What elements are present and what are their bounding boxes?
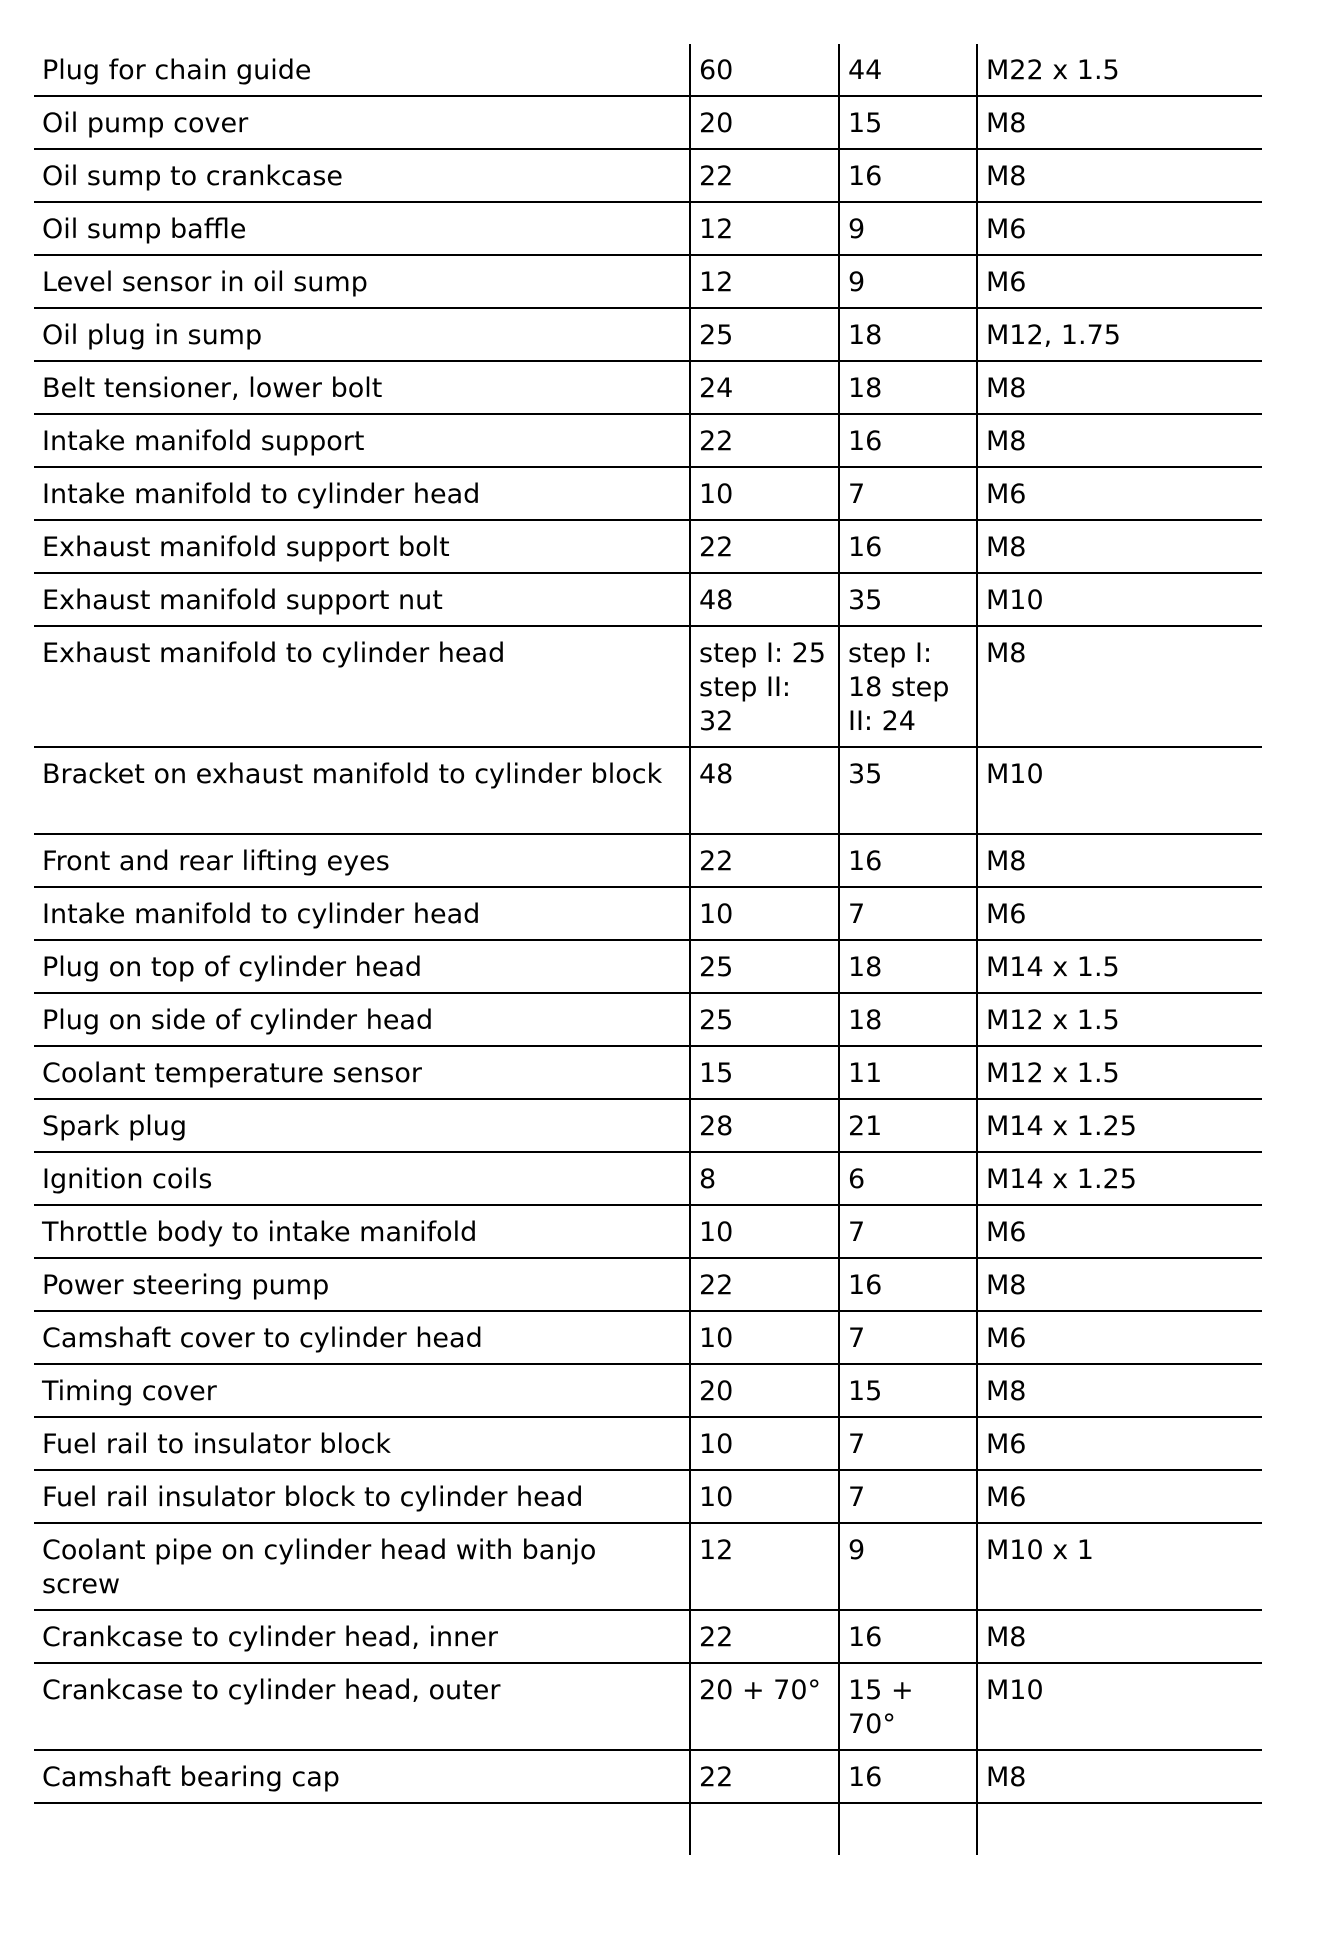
ftlb-value-cell: 16 xyxy=(839,834,977,887)
component-cell: Front and rear lifting eyes xyxy=(34,834,690,887)
component-cell: Power steering pump xyxy=(34,1258,690,1311)
ftlb-value-cell: 18 xyxy=(839,361,977,414)
thread-size-cell: M6 xyxy=(977,255,1262,308)
nm-value-cell: 10 xyxy=(690,1311,839,1364)
thread-size-cell: M10 x 1 xyxy=(977,1523,1262,1610)
thread-size-cell: M6 xyxy=(977,887,1262,940)
table-row xyxy=(34,361,1262,414)
table-row xyxy=(34,747,1262,834)
nm-value-cell: 10 xyxy=(690,1470,839,1523)
thread-size-cell: M10 xyxy=(977,747,1262,834)
empty-cell xyxy=(34,1803,690,1855)
nm-value-cell: 22 xyxy=(690,1610,839,1663)
table-row xyxy=(34,1311,1262,1364)
ftlb-value-cell: 7 xyxy=(839,887,977,940)
component-cell: Plug on side of cylinder head xyxy=(34,993,690,1046)
ftlb-value-cell: 18 xyxy=(839,993,977,1046)
ftlb-value-cell: 7 xyxy=(839,1470,977,1523)
thread-size-cell: M12 x 1.5 xyxy=(977,1046,1262,1099)
ftlb-value-cell: 7 xyxy=(839,1311,977,1364)
ftlb-value-cell: 9 xyxy=(839,1523,977,1610)
table-row xyxy=(34,940,1262,993)
thread-size-cell: M22 x 1.5 xyxy=(977,44,1262,96)
component-cell: Belt tensioner, lower bolt xyxy=(34,361,690,414)
component-cell: Spark plug xyxy=(34,1099,690,1152)
table-row xyxy=(34,255,1262,308)
component-cell: Ignition coils xyxy=(34,1152,690,1205)
thread-size-cell: M8 xyxy=(977,1364,1262,1417)
table-row xyxy=(34,1750,1262,1803)
table-row xyxy=(34,573,1262,626)
thread-size-cell: M6 xyxy=(977,467,1262,520)
table-row xyxy=(34,1205,1262,1258)
thread-size-cell: M8 xyxy=(977,1610,1262,1663)
table-row xyxy=(34,1663,1262,1750)
nm-value-cell: 60 xyxy=(690,44,839,96)
component-cell: Coolant pipe on cylinder head with banjo screw xyxy=(34,1523,690,1610)
thread-size-cell: M8 xyxy=(977,361,1262,414)
ftlb-value-cell: step I: 18 step II: 24 xyxy=(839,626,977,747)
nm-value-cell: 12 xyxy=(690,255,839,308)
thread-size-cell: M8 xyxy=(977,414,1262,467)
thread-size-cell: M12, 1.75 xyxy=(977,308,1262,361)
table-row xyxy=(34,1417,1262,1470)
ftlb-value-cell: 7 xyxy=(839,1417,977,1470)
ftlb-value-cell: 18 xyxy=(839,308,977,361)
nm-value-cell: 48 xyxy=(690,573,839,626)
torque-specifications-table xyxy=(34,44,1262,1855)
empty-cell xyxy=(690,1803,839,1855)
thread-size-cell: M6 xyxy=(977,202,1262,255)
nm-value-cell: 10 xyxy=(690,467,839,520)
thread-size-cell: M8 xyxy=(977,626,1262,747)
ftlb-value-cell: 9 xyxy=(839,255,977,308)
ftlb-value-cell: 16 xyxy=(839,149,977,202)
nm-value-cell: 20 xyxy=(690,96,839,149)
component-cell: Exhaust manifold to cylinder head xyxy=(34,626,690,747)
thread-size-cell: M12 x 1.5 xyxy=(977,993,1262,1046)
component-cell: Crankcase to cylinder head, inner xyxy=(34,1610,690,1663)
thread-size-cell: M6 xyxy=(977,1311,1262,1364)
ftlb-value-cell: 9 xyxy=(839,202,977,255)
table-row xyxy=(34,1610,1262,1663)
ftlb-value-cell: 16 xyxy=(839,520,977,573)
table-row xyxy=(34,993,1262,1046)
nm-value-cell: 24 xyxy=(690,361,839,414)
nm-value-cell: 25 xyxy=(690,308,839,361)
component-cell: Coolant temperature sensor xyxy=(34,1046,690,1099)
table-row xyxy=(34,1046,1262,1099)
table-row xyxy=(34,1152,1262,1205)
nm-value-cell: 22 xyxy=(690,1750,839,1803)
component-cell: Exhaust manifold support bolt xyxy=(34,520,690,573)
ftlb-value-cell: 16 xyxy=(839,414,977,467)
thread-size-cell: M8 xyxy=(977,520,1262,573)
thread-size-cell: M8 xyxy=(977,1750,1262,1803)
component-cell: Oil sump baffle xyxy=(34,202,690,255)
ftlb-value-cell: 7 xyxy=(839,1205,977,1258)
component-cell: Level sensor in oil sump xyxy=(34,255,690,308)
component-cell: Plug for chain guide xyxy=(34,44,690,96)
ftlb-value-cell: 16 xyxy=(839,1610,977,1663)
nm-value-cell: 22 xyxy=(690,149,839,202)
nm-value-cell: 8 xyxy=(690,1152,839,1205)
table-row xyxy=(34,467,1262,520)
component-cell: Intake manifold to cylinder head xyxy=(34,887,690,940)
nm-value-cell: 22 xyxy=(690,834,839,887)
ftlb-value-cell: 35 xyxy=(839,573,977,626)
ftlb-value-cell: 7 xyxy=(839,467,977,520)
table-row xyxy=(34,149,1262,202)
nm-value-cell: 12 xyxy=(690,1523,839,1610)
component-cell: Oil plug in sump xyxy=(34,308,690,361)
nm-value-cell: 10 xyxy=(690,887,839,940)
ftlb-value-cell: 15 + 70° xyxy=(839,1663,977,1750)
thread-size-cell: M6 xyxy=(977,1470,1262,1523)
nm-value-cell: 22 xyxy=(690,414,839,467)
table-row xyxy=(34,414,1262,467)
table-row xyxy=(34,202,1262,255)
table-spacer-row xyxy=(34,1803,1262,1855)
component-cell: Intake manifold to cylinder head xyxy=(34,467,690,520)
table-row xyxy=(34,308,1262,361)
nm-value-cell: 22 xyxy=(690,520,839,573)
thread-size-cell: M14 x 1.25 xyxy=(977,1152,1262,1205)
ftlb-value-cell: 16 xyxy=(839,1750,977,1803)
table-row xyxy=(34,1523,1262,1610)
table-row xyxy=(34,520,1262,573)
nm-value-cell: 25 xyxy=(690,993,839,1046)
table-row xyxy=(34,834,1262,887)
nm-value-cell: 12 xyxy=(690,202,839,255)
nm-value-cell: 28 xyxy=(690,1099,839,1152)
ftlb-value-cell: 16 xyxy=(839,1258,977,1311)
nm-value-cell: 20 + 70° xyxy=(690,1663,839,1750)
table-row xyxy=(34,96,1262,149)
nm-value-cell: 20 xyxy=(690,1364,839,1417)
table-row xyxy=(34,887,1262,940)
thread-size-cell: M14 x 1.25 xyxy=(977,1099,1262,1152)
component-cell: Plug on top of cylinder head xyxy=(34,940,690,993)
thread-size-cell: M8 xyxy=(977,834,1262,887)
thread-size-cell: M14 x 1.5 xyxy=(977,940,1262,993)
ftlb-value-cell: 6 xyxy=(839,1152,977,1205)
table-row xyxy=(34,626,1262,747)
thread-size-cell: M6 xyxy=(977,1417,1262,1470)
thread-size-cell: M8 xyxy=(977,1258,1262,1311)
nm-value-cell: 15 xyxy=(690,1046,839,1099)
nm-value-cell: 48 xyxy=(690,747,839,834)
thread-size-cell: M10 xyxy=(977,573,1262,626)
ftlb-value-cell: 11 xyxy=(839,1046,977,1099)
component-cell: Fuel rail to insulator block xyxy=(34,1417,690,1470)
ftlb-value-cell: 44 xyxy=(839,44,977,96)
component-cell: Exhaust manifold support nut xyxy=(34,573,690,626)
nm-value-cell: 10 xyxy=(690,1205,839,1258)
component-cell: Intake manifold support xyxy=(34,414,690,467)
table-row xyxy=(34,1099,1262,1152)
table-row xyxy=(34,1470,1262,1523)
component-cell: Camshaft cover to cylinder head xyxy=(34,1311,690,1364)
empty-cell xyxy=(839,1803,977,1855)
ftlb-value-cell: 15 xyxy=(839,1364,977,1417)
component-cell: Timing cover xyxy=(34,1364,690,1417)
table-row xyxy=(34,44,1262,96)
ftlb-value-cell: 15 xyxy=(839,96,977,149)
component-cell: Oil pump cover xyxy=(34,96,690,149)
ftlb-value-cell: 18 xyxy=(839,940,977,993)
thread-size-cell: M10 xyxy=(977,1663,1262,1750)
table-row xyxy=(34,1258,1262,1311)
component-cell: Camshaft bearing cap xyxy=(34,1750,690,1803)
nm-value-cell: 10 xyxy=(690,1417,839,1470)
table-body xyxy=(34,44,1262,1855)
component-cell: Fuel rail insulator block to cylinder head xyxy=(34,1470,690,1523)
component-cell: Bracket on exhaust manifold to cylinder block xyxy=(34,747,690,834)
nm-value-cell: 25 xyxy=(690,940,839,993)
thread-size-cell: M8 xyxy=(977,96,1262,149)
thread-size-cell: M8 xyxy=(977,149,1262,202)
empty-cell xyxy=(977,1803,1262,1855)
component-cell: Oil sump to crankcase xyxy=(34,149,690,202)
ftlb-value-cell: 21 xyxy=(839,1099,977,1152)
nm-value-cell: 22 xyxy=(690,1258,839,1311)
nm-value-cell: step I: 25 step II: 32 xyxy=(690,626,839,747)
component-cell: Throttle body to intake manifold xyxy=(34,1205,690,1258)
table-row xyxy=(34,1364,1262,1417)
thread-size-cell: M6 xyxy=(977,1205,1262,1258)
component-cell: Crankcase to cylinder head, outer xyxy=(34,1663,690,1750)
ftlb-value-cell: 35 xyxy=(839,747,977,834)
